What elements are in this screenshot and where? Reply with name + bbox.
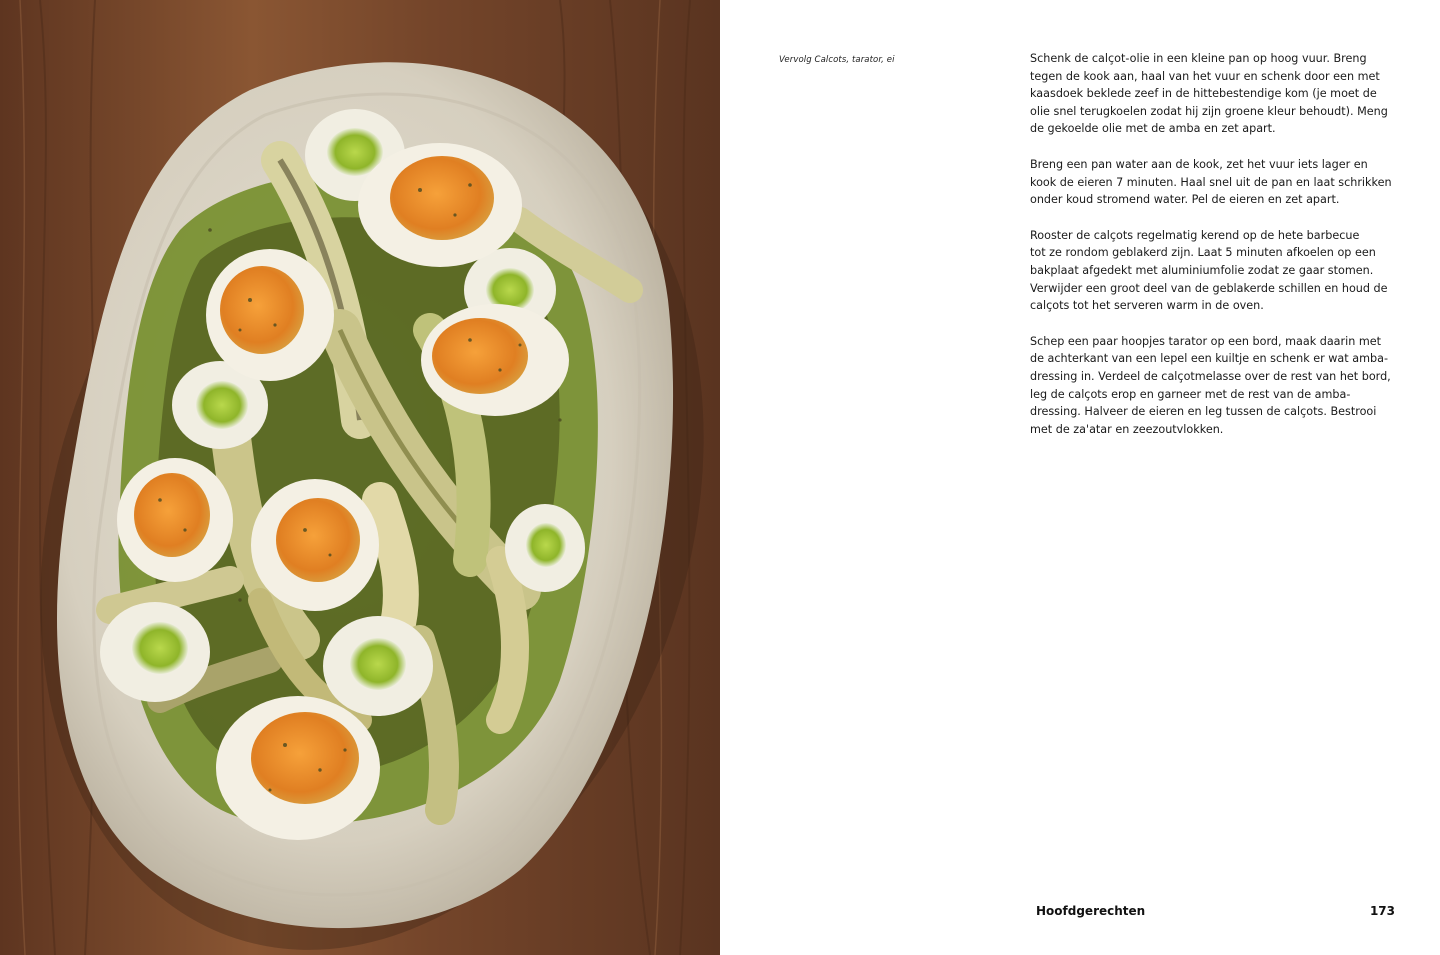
- text-line: calçots tot het serveren warm in de oven.: [1030, 299, 1264, 313]
- text-line: tegen de kook aan, haal van het vuur en schenk door een met: [1030, 69, 1380, 83]
- text-line: onder koud stromend water. Pel de eieren en zet apart.: [1030, 193, 1340, 207]
- text-line: de achterkant van een lepel een kuiltje en schenk er wat amba-: [1030, 352, 1388, 366]
- method-paragraph-1: [1030, 50, 1396, 138]
- text-line: Rooster de calçots regelmatig kerend op de hete barbecue: [1030, 228, 1360, 242]
- text-line: kook de eieren 7 minuten. Haal snel uit de pan en laat schrikken: [1030, 175, 1392, 189]
- text-line: Verwijder een groot deel van de geblakerde schillen en houd de: [1030, 281, 1388, 295]
- recipe-method: [1030, 50, 1396, 456]
- text-line: de gekoelde olie met de amba en zet apart.: [1030, 122, 1276, 136]
- method-paragraph-3: [1030, 227, 1396, 315]
- text-line: leg de calçots erop en garneer met de rest van de amba-: [1030, 387, 1351, 401]
- method-paragraph-4: [1030, 333, 1396, 439]
- text-line: dressing in. Verdeel de calçotmelasse over de rest van het bord,: [1030, 369, 1391, 383]
- text-line: tot ze rondom geblakerd zijn. Laat 5 minuten afkoelen op een: [1030, 246, 1376, 260]
- text-line: Breng een pan water aan de kook, zet het vuur iets lager en: [1030, 157, 1368, 171]
- text-line: Schep een paar hoopjes tarator op een bord, maak daarin met: [1030, 334, 1382, 348]
- text-page: [720, 0, 1440, 955]
- running-head: Vervolg Calcots, tarator, ei: [779, 55, 895, 65]
- text-line: olie snel terugkoelen zodat hij zijn groene kleur behoudt). Meng: [1030, 104, 1388, 118]
- text-line: kaasdoek beklede zeef in de hittebestendige kom (je moet de: [1030, 87, 1377, 101]
- page-number: 173: [1369, 904, 1395, 918]
- text-line: bakplaat afgedekt met aluminiumfolie zodat ze gaar stomen.: [1030, 263, 1374, 277]
- method-paragraph-2: [1030, 156, 1396, 209]
- footer-section-title: Hoofdgerechten: [1036, 904, 1146, 918]
- text-line: met de za'atar en zeezoutvlokken.: [1030, 422, 1224, 436]
- text-line: dressing. Halveer de eieren en leg tussen de calçots. Bestrooi: [1030, 405, 1377, 419]
- text-line: Schenk de calçot-olie in een kleine pan op hoog vuur. Breng: [1030, 52, 1367, 65]
